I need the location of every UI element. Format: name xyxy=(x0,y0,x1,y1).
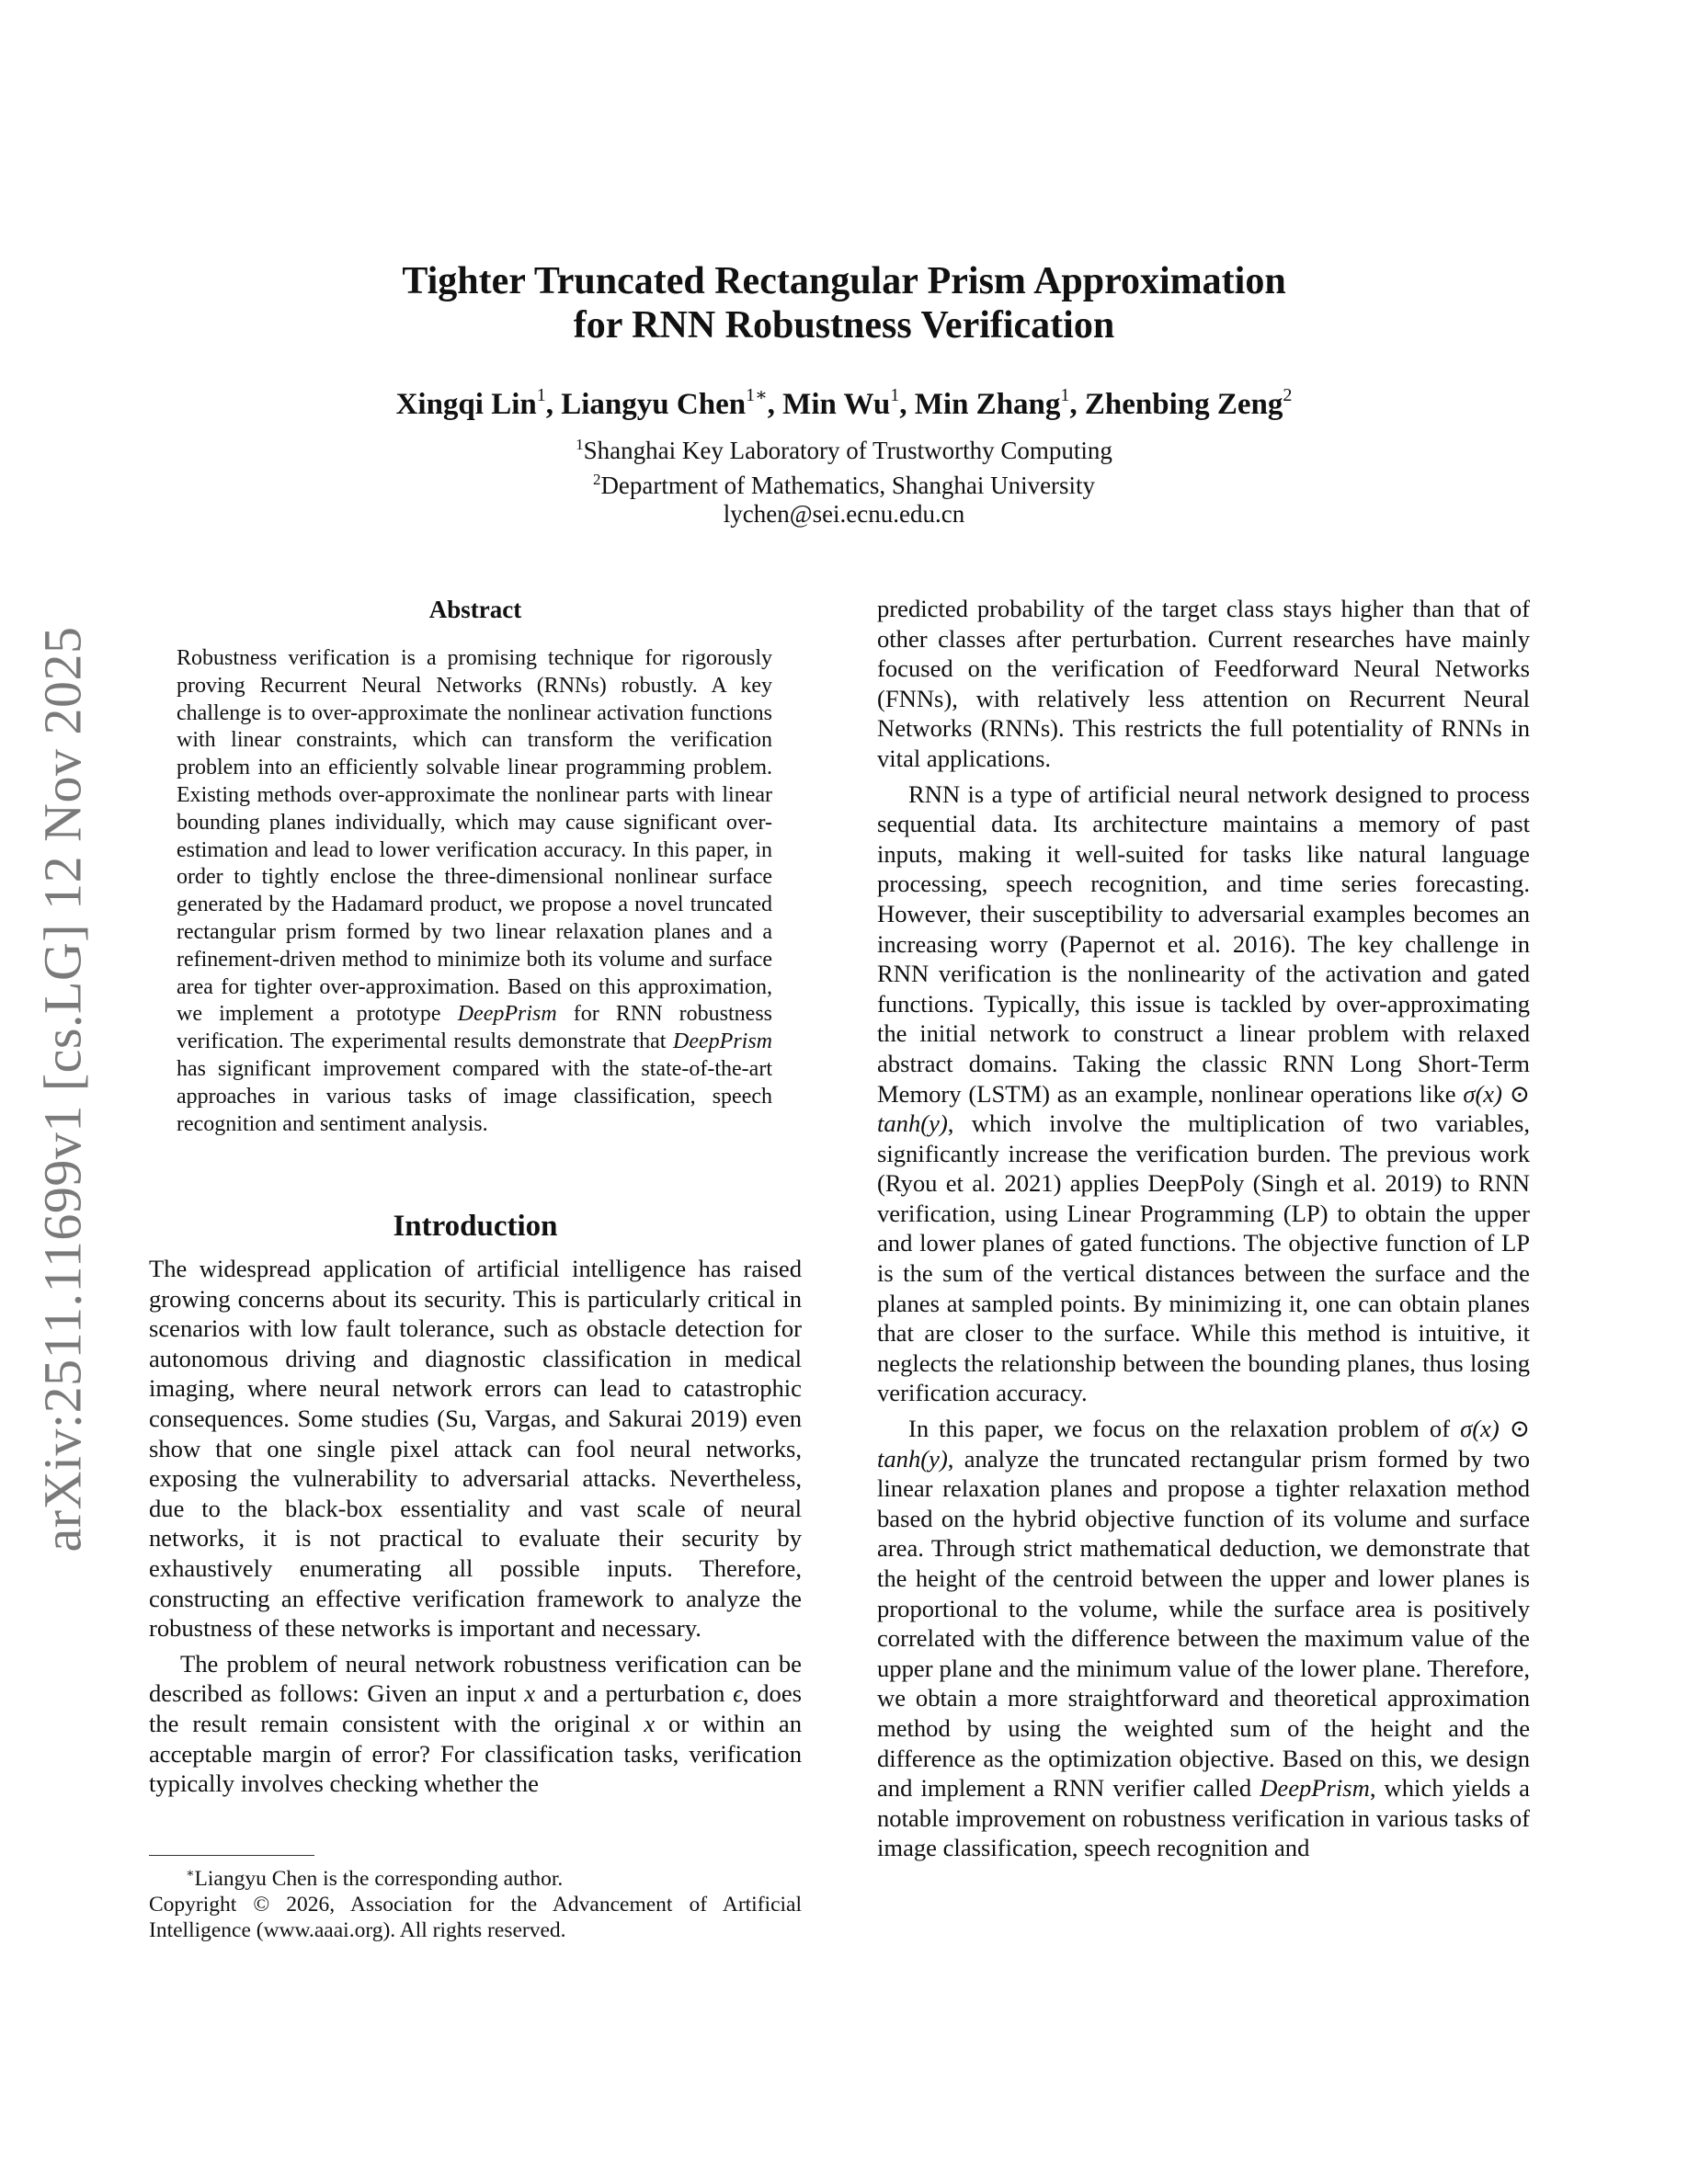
author-affiliation-mark: 1 xyxy=(536,385,546,405)
body-text: RNN is a type of artificial neural network designed to process sequential data. Its architecture maintains a memory of past inputs, making it well-suited for tasks like natural language processing, speech recognition, and time series forecasting. However, their susceptibility to adversarial examples becomes an increasing worry (Papernot et al. 2016). The key challenge in RNN verification is the nonlinearity of the activation and gated functions. Typically, this issue is tackled by over-approximating the initial network to construct a linear problem with relaxed abstract domains. Taking the classic RNN Long Short-Term Memory (LSTM) as an example, nonlinear operations like xyxy=(877,779,1530,1108)
author-name: Liangyu Chen xyxy=(561,388,747,421)
abstract-text: for RNN robustness verification. The experimental results demonstrate that xyxy=(177,1002,772,1054)
author-separator: , xyxy=(767,388,783,421)
body-paragraph xyxy=(149,1649,802,1799)
body-text: , which yields a notable improvement on robustness verification in various tasks of image classification, speech recognition and xyxy=(877,1774,1530,1862)
author-name: Min Zhang xyxy=(914,388,1061,421)
abstract-paragraph xyxy=(177,645,772,1138)
title-line-2: for RNN Robustness Verification xyxy=(573,304,1115,347)
affiliation-line xyxy=(0,430,1688,465)
body-text: In this paper, we focus on the relaxation problem of xyxy=(908,1415,1461,1443)
author-affiliation-mark: 2 xyxy=(1283,385,1293,405)
body-text: and a perturbation xyxy=(535,1679,734,1708)
math-variable: ϵ xyxy=(733,1679,743,1708)
author-list xyxy=(0,379,1688,423)
body-paragraph xyxy=(877,1414,1530,1863)
system-name: DeepPrism xyxy=(673,1029,772,1054)
author-name: Zhenbing Zeng xyxy=(1084,388,1283,421)
author-name: Min Wu xyxy=(782,388,891,421)
abstract-body xyxy=(177,645,772,1138)
math-expression: σ(x) ⊙ tanh(y) xyxy=(877,1415,1530,1473)
math-variable: x xyxy=(644,1709,656,1737)
body-text: , does the result remain consistent with the original xyxy=(149,1679,803,1737)
footnote-corresponding-author xyxy=(149,1861,802,1892)
abstract-heading: Abstract xyxy=(428,596,522,623)
math-variable: x xyxy=(524,1679,536,1708)
footnote-mark: ∗ xyxy=(186,1867,195,1881)
body-paragraph xyxy=(877,779,1530,1408)
affiliation-line xyxy=(0,465,1688,500)
affiliation-text: Shanghai Key Laboratory of Trustworthy Computing xyxy=(583,437,1112,464)
author-separator: , xyxy=(1069,388,1085,421)
author-affiliation-mark: 1 xyxy=(890,385,900,405)
abstract-text: has significant improvement compared with the state-of-the-art approaches in various tasks of image classification, speech recognition and sentiment analysis. xyxy=(177,1056,772,1136)
arxiv-identifier-stamp xyxy=(26,602,99,1576)
body-text: , analyze the truncated rectangular prism formed by two linear relaxation planes and propose a tighter relaxation method based on the hybrid objective function of its volume and surface area. Through strict mathematical deduction, we demonstrate that the height of the centroid between the upper and lower planes is proportional to the volume, while the surface area is positively correlated with the difference between the maximum value of the upper plane and the minimum value of the lower plane. Therefore, we obtain a more straightforward and theoretical approximation method by using the weighted sum of the height and the difference as the optimization objective. Based on this, we design and implement a RNN verifier called xyxy=(877,1444,1530,1803)
author-affiliation-mark: 1 xyxy=(1060,385,1070,405)
affiliation-text: Department of Mathematics, Shanghai University xyxy=(600,472,1096,499)
body-text: The problem of neural network robustness verification can be described as follows: Given an input xyxy=(149,1649,802,1708)
body-text: or within an acceptable margin of error? For classification tasks, verification typically involves checking whether the xyxy=(149,1709,803,1798)
body-text: , which involve the multiplication of two variables, significantly increase the verification burden. The previous work (Ryou et al. 2021) applies DeepPoly (Singh et al. 2019) to RNN verification, using Linear Programming (LP) to obtain the upper and lower planes of gated functions. The objective function of LP is the sum of the vertical distances between the surface and the planes at sampled points. By minimizing it, one can obtain planes that are closer to the surface. While this method is intuitive, it neglects the relationship between the bounding planes, thus losing verification accuracy. xyxy=(877,1109,1530,1407)
affiliations-block xyxy=(0,430,1688,529)
body-paragraph: predicted probability of the target class stays higher than that of other classes after perturbation. Current researches have mainly focused on the verification of Feedforward Neural Networks (FNNs), with relatively less attention on Recurrent Neural Networks (RNNs). This restricts the full potentiality of RNNs in vital applications. xyxy=(877,595,1530,772)
system-name: DeepPrism xyxy=(457,1002,557,1027)
affiliation-mark: 2 xyxy=(592,471,601,488)
body-paragraph: The widespread application of artificial intelligence has raised growing concerns about its security. This is particularly critical in scenarios with low fault tolerance, such as obstacle detection for autonomous driving and diagnostic classification in medical imaging, where neural network errors can lead to catastrophic consequences. Some studies (Su, Vargas, and Sakurai 2019) even show that one single pixel attack can fool neural networks, exposing the vulnerability to adversarial attacks. Nevertheless, due to the black-box essentiality and vast scale of neural networks, it is not practical to evaluate their security by exhaustively enumerating all possible inputs. Therefore, constructing an effective verification framework to analyze the robustness of these networks is important and necessary. xyxy=(149,1255,802,1643)
right-column-body xyxy=(877,594,1530,1863)
author-affiliation-mark: 1∗ xyxy=(746,385,768,405)
contact-email: lychen@sei.ecnu.edu.cn xyxy=(723,500,965,528)
copyright-notice: Copyright © 2026, Association for the Advancement of Artificial Intelligence (www.aaai.org). All rights reserved. xyxy=(149,1892,802,1942)
left-column-body xyxy=(149,1254,802,1799)
abstract-text: Robustness verification is a promising technique for rigorously proving Recurrent Neural Networks (RNNs) robustly. A key challenge is to over-approximate the nonlinear activation functions with linear constraints, which can transform the verification problem into an efficiently solvable linear programming problem. Existing methods over-approximate the nonlinear parts with linear bounding planes individually, which may cause significant over-estimation and lead to lower verification accuracy. In this paper, in order to tightly enclose the three-dimensional nonlinear surface generated by the Hadamard product, we propose a novel truncated rectangular prism formed by two linear relaxation planes and a refinement-driven method to minimize both its volume and surface area for tighter over-approximation. Based on this approximation, we implement a prototype xyxy=(177,646,772,1027)
author-separator: , xyxy=(899,388,915,421)
system-name: DeepPrism xyxy=(1260,1774,1370,1803)
footnotes xyxy=(149,1861,802,1943)
section-heading-introduction: Introduction xyxy=(393,1210,558,1243)
footnote-rule xyxy=(149,1855,314,1856)
author-name: Xingqi Lin xyxy=(395,388,537,421)
paper-title xyxy=(0,259,1688,347)
footnote-text: Liangyu Chen is the corresponding author. xyxy=(194,1866,564,1891)
math-expression: σ(x) ⊙ tanh(y) xyxy=(877,1079,1530,1138)
affiliation-mark: 1 xyxy=(576,436,584,453)
title-line-1: Tighter Truncated Rectangular Prism Approximation xyxy=(402,260,1286,302)
arxiv-identifier-text: arXiv:2511.11699v1 [cs.LG] 12 Nov 2025 xyxy=(32,626,93,1553)
author-separator: , xyxy=(545,388,562,421)
